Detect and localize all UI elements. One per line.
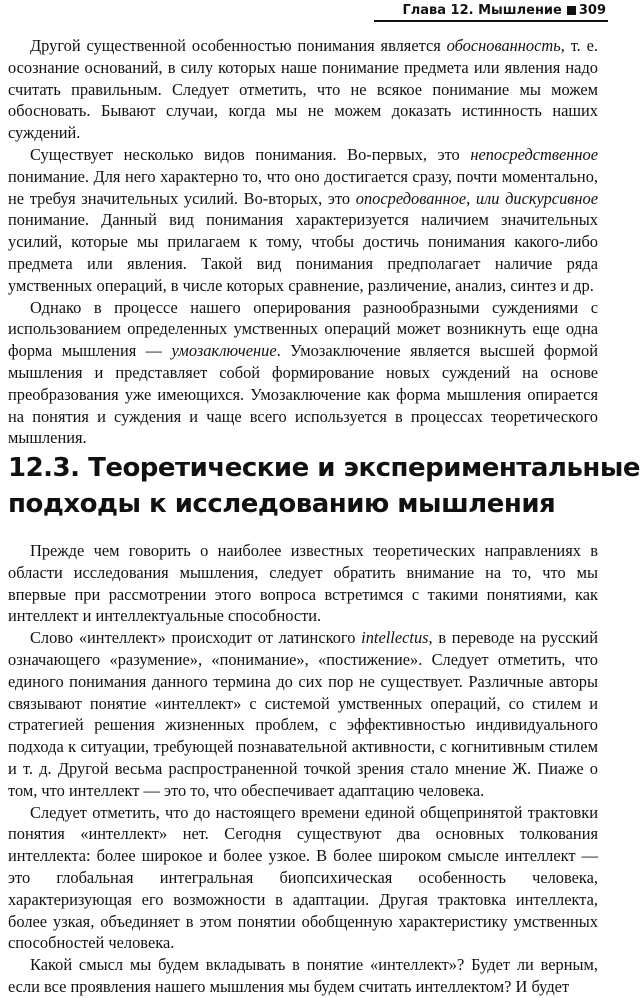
section-heading-line-1: 12.3. Теоретические и экспериментальные bbox=[8, 453, 640, 483]
section-heading bbox=[8, 450, 640, 522]
chapter-title: Глава 12. Мышление bbox=[402, 3, 562, 18]
running-head bbox=[402, 3, 606, 18]
paragraph-intellect-origin: Слово «интеллект» происходит от латинского intellectus, в переводе на русский означающего «разумение», «понимание», «постижение». Следует отметить, что единого понимания данного термина до сих пор не существует. Различные авторы связывают понятие «интеллект» с системой умственных операций, со стилем и стратегией решения жизненных проблем, с эффективностью индивидуального подхода к ситуации, требующей познавательной активности, с когнитивным стилем и т. д. Другой весьма распространенной точкой зрения стало мнение Ж. Пиаже о том, что интеллект — это то, что обеспечивает адаптацию человека. bbox=[8, 628, 598, 800]
paragraph-intellect-interpretations: Следует отметить, что до настоящего времени единой общепринятой трактовки понятия «интеллект» нет. Сегодня существуют два основных толкования интеллекта: более широкое и более узкое. В более широком смысле интеллект — это глобальная интегральная биопсихическая особенность человека, характеризующая его возможности в адаптации. Другая трактовка интеллекта, более узкая, объединяет в этом понятии обобщенную характеристику умственных способностей человека. bbox=[8, 802, 598, 953]
text-block-top bbox=[8, 35, 598, 449]
paragraph-justification: Другой существенной особенностью понимания является обоснованность, т. е. осознание оснований, в силу которых наше понимание предмета или явления надо считать правильным. Следует отметить, что не всякое понимание мы можем обосновать. Бывают случаи, когда мы не можем доказать истинность наших суждений. bbox=[8, 36, 598, 143]
square-bullet-icon bbox=[567, 6, 576, 15]
page-number: 309 bbox=[578, 3, 606, 18]
section-heading-line-2: подходы к исследованию мышления bbox=[8, 489, 556, 519]
paragraph-intellect-question: Какой смысл мы будем вкладывать в понятие «интеллект»? Будет ли верным, если все проявления нашего мышления мы будем считать интеллектом? И будет bbox=[8, 955, 598, 996]
paragraph-kinds-of-understanding: Существует несколько видов понимания. Во-первых, это непосредственное понимание. Для него характерно то, что оно достигается сразу, почти моментально, не требуя значительных усилий. Во-вторых, это опосредованное, или дискурсивное понимание. Данный вид понимания характеризуется наличием значительных усилий, которые мы прилагаем к тому, чтобы достичь понимания какого-либо предмета или явления. Такой вид понимания предполагает наличие ряда умственных операций, в числе которых сравнение, различение, анализ, синтез и др. bbox=[8, 144, 598, 295]
header-rule bbox=[374, 20, 608, 22]
paragraph-intro: Прежде чем говорить о наиболее известных теоретических направлениях в области исследования мышления, следует обратить внимание на то, что мы впервые при рассмотрении этого вопроса встретимся с такими понятиями, как интеллект и интеллектуальные способности. bbox=[8, 541, 598, 626]
text-block-bottom bbox=[8, 540, 598, 998]
paragraph-inference: Однако в процессе нашего оперирования разнообразными суждениями с использованием определенных умственных операций может возникнуть еще одна форма мышления — умозаключение. Умозаключение является высшей формой мышления и представляет собой формирование новых суждений на основе преобразования уже имеющихся. Умозаключение как форма мышления опирается на понятия и суждения и чаще всего используется в процессах теоретического мышления. bbox=[8, 297, 598, 448]
